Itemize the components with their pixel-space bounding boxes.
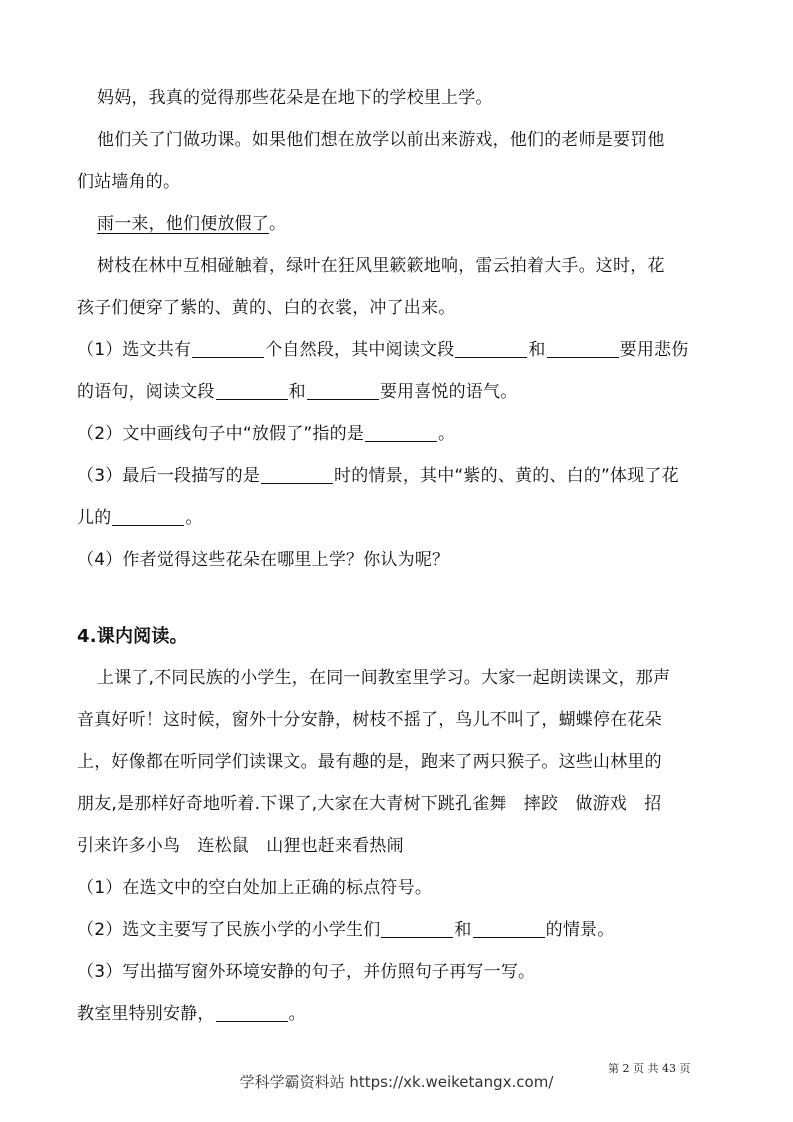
answer-blank[interactable] xyxy=(112,509,184,526)
answer-blank[interactable] xyxy=(216,383,288,400)
question-2: （2）文中画线句子中“放假了”指的是 。 xyxy=(77,424,456,444)
page-number: 第 2 页 共 43 页 xyxy=(608,1062,691,1075)
paragraph: 他们关了门做功课。如果他们想在放学以前出来游戏，他们的老师是要罚他 xyxy=(97,130,665,150)
question-3: （3）写出描写窗外环境安静的句子，并仿照句子再写一写。 xyxy=(77,962,536,982)
answer-blank[interactable] xyxy=(307,383,379,400)
answer-blank[interactable] xyxy=(547,341,619,358)
underlined-sentence: 雨一来，他们便放假了 xyxy=(97,214,269,234)
answer-blank[interactable] xyxy=(192,341,264,358)
answer-blank[interactable] xyxy=(216,1005,288,1022)
paragraph-continued: 音真好听！这时候，窗外十分安静，树枝不摇了，鸟儿不叫了，蝴蝶停在花朵 xyxy=(77,710,662,730)
question-3: （3）最后一段描写的是 时的情景，其中“紫的、黄的、白的”体现了花 xyxy=(77,466,679,486)
section-heading: 4.课内阅读。 xyxy=(77,626,188,647)
answer-blank[interactable] xyxy=(365,425,437,442)
question-3-continued: 儿的 。 xyxy=(77,508,203,528)
paragraph-continued: 孩子们便穿了紫的、黄的、白的衣裳，冲了出来。 xyxy=(77,298,456,318)
question-3-answer-line: 教室里特别安静， 。 xyxy=(77,1004,306,1024)
footer-watermark: 学科学霸资料站 https://xk.weiketangx.com/ xyxy=(239,1073,554,1091)
paragraph: 雨一来，他们便放假了。 xyxy=(97,214,287,234)
question-1: （1）选文共有 个自然段，其中阅读文段 和 要用悲伤 xyxy=(77,340,689,360)
answer-blank[interactable] xyxy=(261,467,333,484)
paragraph-continued: 上，好像都在听同学们读课文。最有趣的是，跑来了两只猴子。这些山林里的 xyxy=(77,752,662,772)
paragraph-continued: 引来许多小鸟 连松鼠 山狸也赶来看热闹 xyxy=(77,836,404,856)
answer-blank[interactable] xyxy=(455,341,527,358)
question-2: （2）选文主要写了民族小学的小学生们 和 的情景。 xyxy=(77,920,615,940)
paragraph-continued: 朋友,是那样好奇地听着.下课了,大家在大青树下跳孔雀舞 摔跤 做游戏 招 xyxy=(77,794,662,814)
paragraph: 妈妈，我真的觉得那些花朵是在地下的学校里上学。 xyxy=(97,88,493,108)
question-1-continued: 的语句，阅读文段 和 要用喜悦的语气。 xyxy=(77,382,518,402)
paragraph: 树枝在林中互相碰触着，绿叶在狂风里簌簌地响，雷云拍着大手。这时，花 xyxy=(97,256,665,276)
answer-blank[interactable] xyxy=(381,921,453,938)
question-4: （4）作者觉得这些花朵在哪里上学？你认为呢？ xyxy=(77,550,450,570)
paragraph-continued: 们站墙角的。 xyxy=(77,172,181,192)
question-1: （1）在选文中的空白处加上正确的标点符号。 xyxy=(77,878,433,898)
paragraph: 上课了,不同民族的小学生，在同一间教室里学习。大家一起朗读课文，那声 xyxy=(97,668,671,688)
answer-blank[interactable] xyxy=(473,921,545,938)
